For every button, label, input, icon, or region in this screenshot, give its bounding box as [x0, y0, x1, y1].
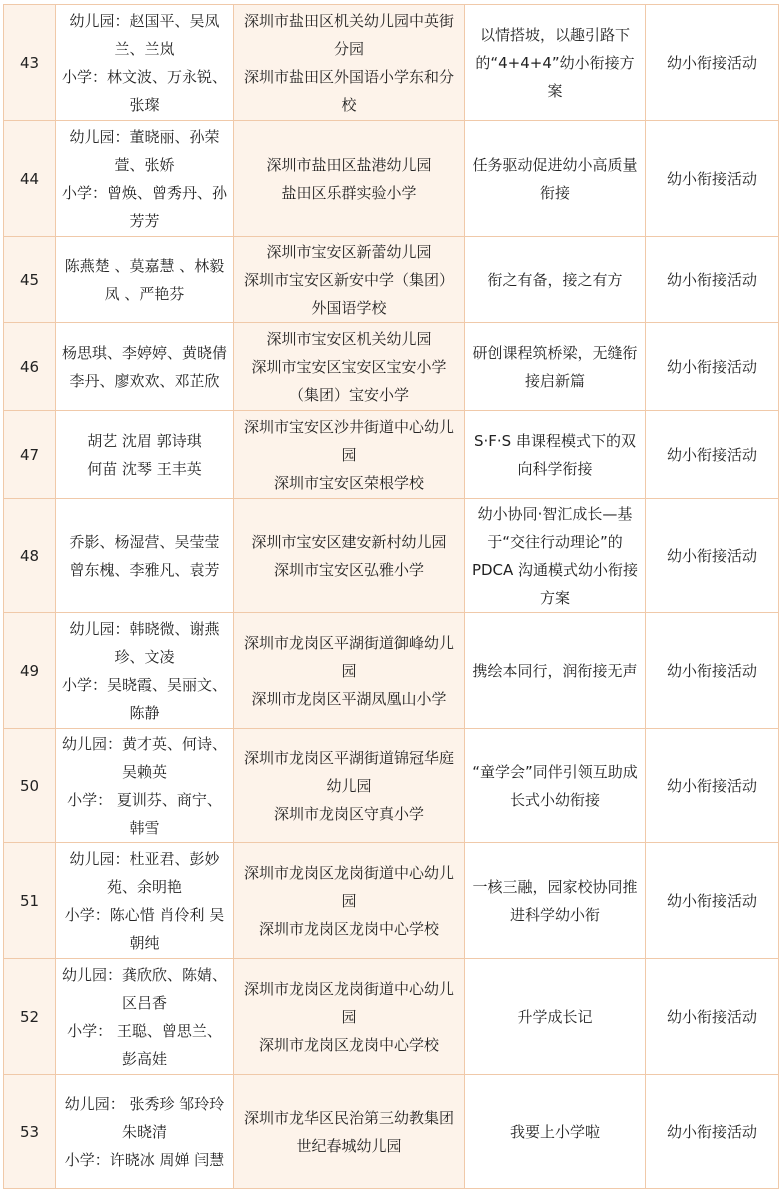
- institution-line: 深圳市宝安区新蕾幼儿园: [266, 242, 432, 261]
- table-row: [4, 613, 779, 729]
- awards-table: [3, 4, 779, 1189]
- table-row: [4, 323, 779, 411]
- participants-line: 杨思琪、李婷婷、黄晓倩: [62, 343, 228, 362]
- participants-line: 陈燕楚 、莫嘉慧 、林毅凤 、严艳芬: [64, 256, 225, 303]
- institution-line: 深圳市宝安区建安新村幼儿园: [251, 532, 447, 551]
- participants-cell: [56, 499, 234, 613]
- row-number: 43: [4, 5, 56, 121]
- participants-line: 小学：陈心惜 肖伶利 吴朝纯: [64, 905, 225, 952]
- activity-type: 幼小衔接活动: [646, 237, 779, 323]
- project-title: 我要上小学啦: [465, 1075, 646, 1189]
- participants-line: 胡艺 沈眉 郭诗琪: [87, 431, 202, 450]
- institution-line: 深圳市盐田区盐港幼儿园: [266, 155, 432, 174]
- project-title: 一核三融，园家校协同推进科学幼小衔: [465, 843, 646, 959]
- participants-line: 小学： 夏训芬、商宁、韩雪: [67, 790, 222, 837]
- institution-cell: [234, 323, 465, 411]
- participants-cell: [56, 237, 234, 323]
- participants-cell: [56, 729, 234, 843]
- activity-type: 幼小衔接活动: [646, 843, 779, 959]
- participants-line: 幼儿园：杜亚君、彭妙苑、余明艳: [69, 849, 220, 896]
- project-title: 幼小协同·智汇成长—基于“交往行动理论”的 PDCA 沟通模式幼小衔接方案: [465, 499, 646, 613]
- row-number: 45: [4, 237, 56, 323]
- institution-cell: [234, 5, 465, 121]
- participants-line: 幼儿园：黄才英、何诗、吴赖英: [62, 734, 228, 781]
- institution-cell: [234, 959, 465, 1075]
- project-title: 携绘本同行，润衔接无声: [465, 613, 646, 729]
- institution-line: 深圳市宝安区新安中学（集团）外国语学校: [243, 270, 454, 317]
- participants-line: 幼儿园：龚欣欣、陈婧、区吕香: [62, 965, 228, 1012]
- activity-type: 幼小衔接活动: [646, 499, 779, 613]
- table-row: [4, 499, 779, 613]
- participants-line: 小学：吴晓霞、吴丽文、陈静: [62, 675, 228, 722]
- project-title: 以情搭坡，以趣引路下的“4+4+4”幼小衔接方案: [465, 5, 646, 121]
- institution-cell: [234, 237, 465, 323]
- participants-line: 李丹、廖欢欢、邓芷欣: [69, 371, 220, 390]
- row-number: 44: [4, 121, 56, 237]
- project-title: 衔之有备，接之有方: [465, 237, 646, 323]
- participants-line: 乔影、杨湿营、吴莹莹: [69, 532, 220, 551]
- institution-cell: [234, 843, 465, 959]
- row-number: 48: [4, 499, 56, 613]
- institution-line: 深圳市宝安区荣根学校: [273, 473, 424, 492]
- participants-cell: [56, 411, 234, 499]
- activity-type: 幼小衔接活动: [646, 729, 779, 843]
- institution-line: 深圳市龙岗区龙岗街道中心幼儿园: [243, 979, 454, 1026]
- institution-line: 深圳市龙岗区平湖凤凰山小学: [251, 689, 447, 708]
- participants-cell: [56, 323, 234, 411]
- activity-type: 幼小衔接活动: [646, 121, 779, 237]
- row-number: 52: [4, 959, 56, 1075]
- institution-line: 深圳市盐田区机关幼儿园中英街分园: [243, 11, 454, 58]
- institution-cell: [234, 1075, 465, 1189]
- row-number: 50: [4, 729, 56, 843]
- participants-line: 曾东槐、李雅凡、袁芳: [69, 560, 220, 579]
- table-row: [4, 411, 779, 499]
- project-title: 升学成长记: [465, 959, 646, 1075]
- participants-cell: [56, 1075, 234, 1189]
- participants-cell: [56, 5, 234, 121]
- participants-line: 小学：曾焕、曾秀丹、孙芳芳: [62, 183, 228, 230]
- activity-type: 幼小衔接活动: [646, 5, 779, 121]
- institution-line: 深圳市龙岗区龙岗中心学校: [258, 919, 439, 938]
- participants-line: 小学： 王聪、曾思兰、彭高娃: [67, 1021, 222, 1068]
- institution-line: 深圳市龙岗区平湖街道御峰幼儿园: [243, 633, 454, 680]
- participants-line: 幼儿园：韩晓微、谢燕珍、文凌: [69, 619, 220, 666]
- participants-cell: [56, 959, 234, 1075]
- row-number: 51: [4, 843, 56, 959]
- participants-cell: [56, 843, 234, 959]
- row-number: 49: [4, 613, 56, 729]
- institution-cell: [234, 613, 465, 729]
- activity-type: 幼小衔接活动: [646, 959, 779, 1075]
- table-row: [4, 121, 779, 237]
- project-title: “童学会”同伴引领互助成长式小幼衔接: [465, 729, 646, 843]
- activity-type: 幼小衔接活动: [646, 323, 779, 411]
- project-title: 任务驱动促进幼小高质量衔接: [465, 121, 646, 237]
- institution-line: 深圳市宝安区机关幼儿园: [266, 329, 432, 348]
- table-row: [4, 237, 779, 323]
- institution-line: 深圳市宝安区沙井街道中心幼儿园: [243, 417, 454, 464]
- institution-line: 盐田区乐群实验小学: [281, 183, 417, 202]
- institution-line: 深圳市龙岗区龙岗中心学校: [258, 1035, 439, 1054]
- institution-line: 深圳市龙岗区守真小学: [273, 804, 424, 823]
- table-row: [4, 843, 779, 959]
- institution-line: 深圳市龙岗区平湖街道锦冠华庭幼儿园: [243, 748, 454, 795]
- table-row: [4, 1075, 779, 1189]
- institution-cell: [234, 411, 465, 499]
- institution-line: 深圳市宝安区宝安区宝安小学（集团）宝安小学: [251, 357, 447, 404]
- participants-cell: [56, 613, 234, 729]
- table-body: [4, 5, 779, 1189]
- table-row: [4, 5, 779, 121]
- activity-type: 幼小衔接活动: [646, 613, 779, 729]
- table-row: [4, 959, 779, 1075]
- project-title: 研创课程筑桥梁，无缝衔接启新篇: [465, 323, 646, 411]
- institution-line: 深圳市盐田区外国语小学东和分校: [243, 67, 454, 114]
- institution-cell: [234, 121, 465, 237]
- participants-line: 小学：许晓冰 周婵 闫慧: [64, 1150, 225, 1169]
- activity-type: 幼小衔接活动: [646, 411, 779, 499]
- participants-cell: [56, 121, 234, 237]
- institution-cell: [234, 499, 465, 613]
- project-title: S·F·S 串课程模式下的双向科学衔接: [465, 411, 646, 499]
- institution-line: 深圳市龙华区民治第三幼教集团世纪春城幼儿园: [243, 1108, 454, 1155]
- table-row: [4, 729, 779, 843]
- institution-cell: [234, 729, 465, 843]
- participants-line: 何苗 沈琴 王丰英: [87, 459, 202, 478]
- participants-line: 幼儿园：董晓丽、孙荣萱、张娇: [69, 127, 220, 174]
- row-number: 53: [4, 1075, 56, 1189]
- institution-line: 深圳市宝安区弘雅小学: [273, 560, 424, 579]
- institution-line: 深圳市龙岗区龙岗街道中心幼儿园: [243, 863, 454, 910]
- participants-line: 小学：林文波、万永锐、张璨: [62, 67, 228, 114]
- participants-line: 幼儿园：赵国平、吴凤兰、兰岚: [69, 11, 220, 58]
- row-number: 46: [4, 323, 56, 411]
- activity-type: 幼小衔接活动: [646, 1075, 779, 1189]
- row-number: 47: [4, 411, 56, 499]
- participants-line: 幼儿园： 张秀珍 邹玲玲 朱晓清: [64, 1094, 225, 1141]
